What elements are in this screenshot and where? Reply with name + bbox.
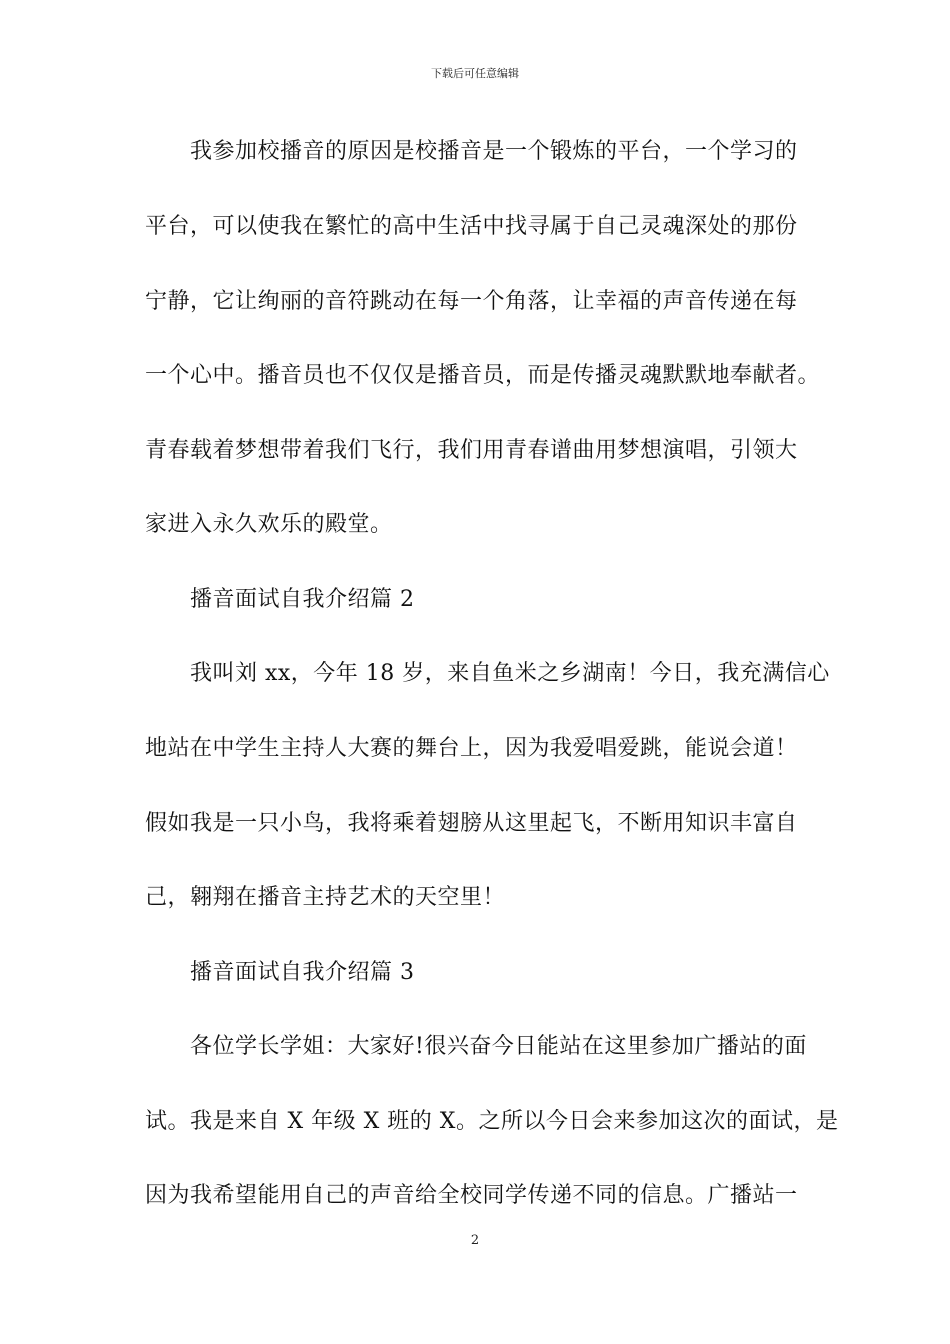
paragraph-line: 因为我希望能用自己的声音给全校同学传递不同的信息。广播站一 [145, 1183, 798, 1208]
page-header: 下载后可任意编辑 [431, 67, 519, 80]
paragraph-line: 试。我是来自 X 年级 X 班的 X。之所以今日会来参加这次的面试，是 [145, 1109, 839, 1134]
paragraph-line: 一个心中。播音员也不仅仅是播音员，而是传播灵魂默默地奉献者。 [145, 363, 821, 388]
section-heading: 播音面试自我介绍篇 2 [190, 587, 415, 612]
paragraph-line: 我参加校播音的原因是校播音是一个锻炼的平台，一个学习的 [190, 139, 798, 164]
paragraph-line: 家进入永久欢乐的殿堂。 [145, 512, 393, 537]
paragraph-line: 平台，可以使我在繁忙的高中生活中找寻属于自己灵魂深处的那份 [145, 214, 798, 239]
paragraph-line: 地站在中学生主持人大赛的舞台上，因为我爱唱爱跳，能说会道！ [145, 736, 798, 761]
paragraph-line: 假如我是一只小鸟，我将乘着翅膀从这里起飞，不断用知识丰富自 [145, 811, 798, 836]
paragraph-line: 己，翱翔在播音主持艺术的天空里！ [145, 885, 506, 910]
page-number: 2 [470, 1233, 480, 1248]
paragraph-line: 我叫刘 xx，今年 18 岁，来自鱼米之乡湖南！今日，我充满信心 [190, 661, 830, 686]
paragraph-line: 青春载着梦想带着我们飞行，我们用青春谱曲用梦想演唱，引领大 [145, 438, 798, 463]
section-heading: 播音面试自我介绍篇 3 [190, 960, 415, 985]
paragraph-line: 各位学长学姐：大家好!很兴奋今日能站在这里参加广播站的面 [190, 1034, 807, 1059]
paragraph-line: 宁静，它让绚丽的音符跳动在每一个角落，让幸福的声音传递在每 [145, 289, 798, 314]
